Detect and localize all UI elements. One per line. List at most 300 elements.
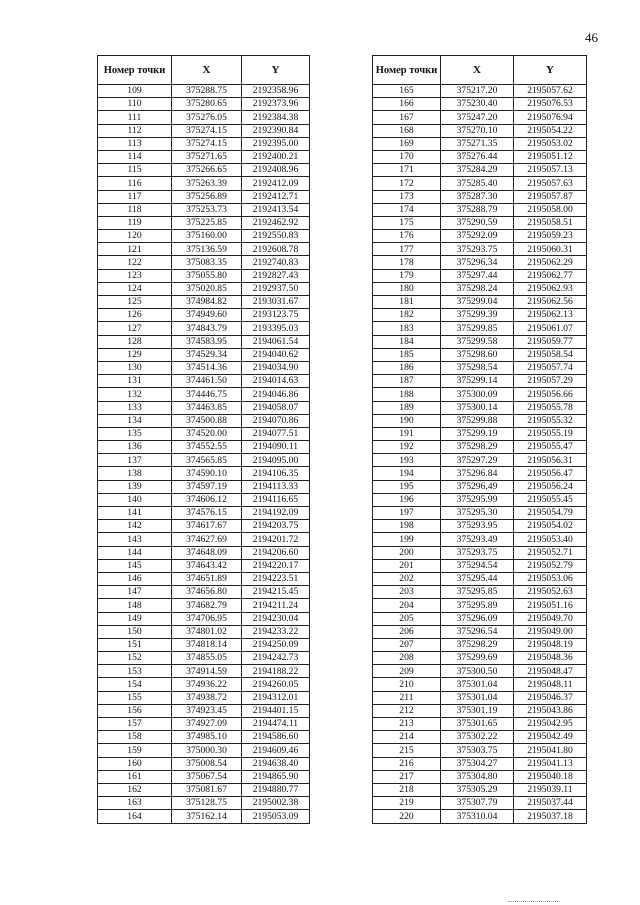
- cell-point-number: 175: [373, 216, 441, 229]
- cell-y: 2195056.24: [514, 480, 587, 493]
- cell-y: 2195053.06: [514, 572, 587, 585]
- cell-x: 375293.75: [441, 546, 514, 559]
- cell-y: 2194188.22: [242, 665, 310, 678]
- cell-point-number: 116: [98, 177, 172, 190]
- cell-y: 2194113.33: [242, 480, 310, 493]
- cell-point-number: 113: [98, 137, 172, 150]
- cell-point-number: 209: [373, 665, 441, 678]
- cell-point-number: 117: [98, 190, 172, 203]
- cell-x: 375300.09: [441, 388, 514, 401]
- table-row: [373, 586, 587, 599]
- cell-point-number: 188: [373, 388, 441, 401]
- table-row: [373, 427, 587, 440]
- table-row: [98, 269, 310, 282]
- table-row: [98, 375, 310, 388]
- cell-point-number: 219: [373, 797, 441, 810]
- cell-point-number: 186: [373, 361, 441, 374]
- table-row: [373, 770, 587, 783]
- table-row: [98, 414, 310, 427]
- cell-x: 374706.95: [172, 612, 242, 625]
- table-row: [373, 731, 587, 744]
- cell-x: 374617.67: [172, 520, 242, 533]
- cell-y: 2194077.51: [242, 427, 310, 440]
- cell-y: 2192550.83: [242, 230, 310, 243]
- cell-x: 375310.04: [441, 810, 514, 823]
- cell-x: 375285.40: [441, 177, 514, 190]
- cell-x: 374565.85: [172, 454, 242, 467]
- cell-x: 375295.44: [441, 572, 514, 585]
- cell-y: 2195052.71: [514, 546, 587, 559]
- table-body-left: [98, 85, 310, 824]
- cell-x: 375000.30: [172, 744, 242, 757]
- cell-x: 374606.12: [172, 493, 242, 506]
- table-row: [373, 665, 587, 678]
- cell-y: 2192395.00: [242, 137, 310, 150]
- cell-y: 2192937.50: [242, 282, 310, 295]
- cell-x: 375287.30: [441, 190, 514, 203]
- table-row: [373, 546, 587, 559]
- cell-x: 374949.60: [172, 309, 242, 322]
- table-row: [373, 797, 587, 810]
- cell-point-number: 133: [98, 401, 172, 414]
- header-point-number: Номер точки: [373, 56, 441, 85]
- table-row: [98, 744, 310, 757]
- cell-y: 2192390.84: [242, 124, 310, 137]
- cell-x: 375055.80: [172, 269, 242, 282]
- cell-y: 2194058.07: [242, 401, 310, 414]
- table-row: [373, 810, 587, 823]
- table-row: [98, 216, 310, 229]
- table-row: [98, 388, 310, 401]
- cell-x: 375271.35: [441, 137, 514, 150]
- cell-x: 375298.24: [441, 282, 514, 295]
- cell-point-number: 217: [373, 770, 441, 783]
- cell-x: 375162.14: [172, 810, 242, 823]
- table-row: [98, 731, 310, 744]
- cell-x: 375301.04: [441, 691, 514, 704]
- cell-x: 374936.22: [172, 678, 242, 691]
- cell-y: 2194586.60: [242, 731, 310, 744]
- cell-point-number: 185: [373, 348, 441, 361]
- table-row: [98, 190, 310, 203]
- cell-x: 375020.85: [172, 282, 242, 295]
- cell-point-number: 111: [98, 111, 172, 124]
- table-row: [373, 348, 587, 361]
- cell-point-number: 177: [373, 243, 441, 256]
- cell-y: 2194061.54: [242, 335, 310, 348]
- table-row: [373, 493, 587, 506]
- table-row: [98, 467, 310, 480]
- cell-y: 2195056.47: [514, 467, 587, 480]
- cell-point-number: 153: [98, 665, 172, 678]
- cell-y: 2192412.09: [242, 177, 310, 190]
- cell-point-number: 164: [98, 810, 172, 823]
- cell-x: 375298.54: [441, 361, 514, 374]
- cell-y: 2195057.87: [514, 190, 587, 203]
- cell-point-number: 139: [98, 480, 172, 493]
- cell-y: 2194242.73: [242, 652, 310, 665]
- cell-point-number: 156: [98, 704, 172, 717]
- cell-point-number: 140: [98, 493, 172, 506]
- cell-y: 2195052.63: [514, 586, 587, 599]
- cell-y: 2194401.15: [242, 704, 310, 717]
- table-row: [373, 243, 587, 256]
- cell-point-number: 170: [373, 150, 441, 163]
- cell-point-number: 179: [373, 269, 441, 282]
- table-row: [373, 164, 587, 177]
- cell-point-number: 204: [373, 599, 441, 612]
- table-row: [98, 98, 310, 111]
- cell-x: 375299.14: [441, 375, 514, 388]
- cell-x: 375297.29: [441, 454, 514, 467]
- cell-point-number: 181: [373, 296, 441, 309]
- cell-point-number: 138: [98, 467, 172, 480]
- table-row: [373, 85, 587, 98]
- cell-y: 2195054.02: [514, 520, 587, 533]
- table-row: [98, 572, 310, 585]
- cell-x: 375274.15: [172, 137, 242, 150]
- cell-point-number: 215: [373, 744, 441, 757]
- cell-point-number: 121: [98, 243, 172, 256]
- cell-x: 375067.54: [172, 770, 242, 783]
- table-row: [373, 718, 587, 731]
- page-number: 46: [585, 30, 598, 45]
- cell-x: 375225.85: [172, 216, 242, 229]
- cell-x: 375300.50: [441, 665, 514, 678]
- cell-y: 2192358.96: [242, 85, 310, 98]
- cell-point-number: 169: [373, 137, 441, 150]
- cell-point-number: 193: [373, 454, 441, 467]
- cell-point-number: 148: [98, 599, 172, 612]
- cell-y: 2195054.79: [514, 507, 587, 520]
- cell-point-number: 208: [373, 652, 441, 665]
- cell-y: 2195037.44: [514, 797, 587, 810]
- cell-y: 2194106.35: [242, 467, 310, 480]
- cell-y: 2194201.72: [242, 533, 310, 546]
- cell-point-number: 199: [373, 533, 441, 546]
- cell-y: 2195076.94: [514, 111, 587, 124]
- cell-y: 2195042.95: [514, 718, 587, 731]
- table-row: [98, 770, 310, 783]
- table-row: [373, 335, 587, 348]
- cell-y: 2195060.31: [514, 243, 587, 256]
- cell-y: 2194070.86: [242, 414, 310, 427]
- table-row: [373, 98, 587, 111]
- table-row: [98, 137, 310, 150]
- cell-point-number: 187: [373, 375, 441, 388]
- cell-y: 2195055.32: [514, 414, 587, 427]
- cell-y: 2195059.77: [514, 335, 587, 348]
- table-row: [373, 230, 587, 243]
- cell-point-number: 110: [98, 98, 172, 111]
- table-row: [98, 164, 310, 177]
- cell-x: 375298.29: [441, 441, 514, 454]
- cell-point-number: 173: [373, 190, 441, 203]
- table-row: [373, 216, 587, 229]
- cell-x: 375307.79: [441, 797, 514, 810]
- table-row: [373, 190, 587, 203]
- header-x: X: [441, 56, 514, 85]
- cell-y: 2192408.96: [242, 164, 310, 177]
- cell-point-number: 146: [98, 572, 172, 585]
- cell-y: 2195062.29: [514, 256, 587, 269]
- cell-point-number: 182: [373, 309, 441, 322]
- table-row: [98, 559, 310, 572]
- cell-point-number: 142: [98, 520, 172, 533]
- cell-y: 2194192.09: [242, 507, 310, 520]
- cell-y: 2195057.29: [514, 375, 587, 388]
- cell-point-number: 163: [98, 797, 172, 810]
- cell-y: 2195057.62: [514, 85, 587, 98]
- table-row: [373, 454, 587, 467]
- cell-x: 374923.45: [172, 704, 242, 717]
- table-row: [373, 757, 587, 770]
- table-row: [373, 572, 587, 585]
- cell-x: 374552.55: [172, 441, 242, 454]
- cell-point-number: 214: [373, 731, 441, 744]
- cell-y: 2194223.51: [242, 572, 310, 585]
- cell-y: 2195061.07: [514, 322, 587, 335]
- table-row: [98, 480, 310, 493]
- cell-y: 2192827.43: [242, 269, 310, 282]
- header-y: Y: [514, 56, 587, 85]
- cell-y: 2195048.19: [514, 638, 587, 651]
- cell-x: 374576.15: [172, 507, 242, 520]
- table-row: [98, 243, 310, 256]
- table-row: [98, 810, 310, 823]
- table-row: [373, 480, 587, 493]
- cell-point-number: 137: [98, 454, 172, 467]
- cell-y: 2195043.86: [514, 704, 587, 717]
- cell-point-number: 184: [373, 335, 441, 348]
- cell-x: 375230.40: [441, 98, 514, 111]
- cell-x: 374461.50: [172, 375, 242, 388]
- cell-point-number: 144: [98, 546, 172, 559]
- cell-y: 2195055.78: [514, 401, 587, 414]
- cell-point-number: 120: [98, 230, 172, 243]
- cell-x: 375274.15: [172, 124, 242, 137]
- cell-x: 375293.49: [441, 533, 514, 546]
- cell-x: 374529.34: [172, 348, 242, 361]
- cell-x: 375299.58: [441, 335, 514, 348]
- cell-y: 2195059.23: [514, 230, 587, 243]
- table-row: [373, 441, 587, 454]
- cell-x: 375296.54: [441, 625, 514, 638]
- table-row: [373, 638, 587, 651]
- cell-x: 375299.19: [441, 427, 514, 440]
- table-row: [98, 230, 310, 243]
- cell-y: 2194880.77: [242, 783, 310, 796]
- cell-point-number: 152: [98, 652, 172, 665]
- cell-x: 375280.65: [172, 98, 242, 111]
- cell-point-number: 114: [98, 150, 172, 163]
- cell-point-number: 123: [98, 269, 172, 282]
- cell-point-number: 118: [98, 203, 172, 216]
- cell-y: 2194865.90: [242, 770, 310, 783]
- cell-point-number: 159: [98, 744, 172, 757]
- cell-x: 374590.10: [172, 467, 242, 480]
- cell-x: 374801.02: [172, 625, 242, 638]
- cell-point-number: 143: [98, 533, 172, 546]
- table-row: [98, 309, 310, 322]
- cell-y: 2192373.96: [242, 98, 310, 111]
- cell-y: 2195037.18: [514, 810, 587, 823]
- table-row: [98, 282, 310, 295]
- cell-point-number: 112: [98, 124, 172, 137]
- cell-x: 374855.05: [172, 652, 242, 665]
- cell-point-number: 158: [98, 731, 172, 744]
- cell-y: 2194095.00: [242, 454, 310, 467]
- cell-point-number: 216: [373, 757, 441, 770]
- cell-x: 375301.65: [441, 718, 514, 731]
- header-point-number: Номер точки: [98, 56, 172, 85]
- cell-x: 375293.75: [441, 243, 514, 256]
- cell-point-number: 211: [373, 691, 441, 704]
- table-row: [98, 454, 310, 467]
- table-row: [373, 124, 587, 137]
- cell-point-number: 154: [98, 678, 172, 691]
- cell-y: 2194220.17: [242, 559, 310, 572]
- table-row: [98, 652, 310, 665]
- cell-x: 375299.39: [441, 309, 514, 322]
- cell-x: 375008.54: [172, 757, 242, 770]
- header-y: Y: [242, 56, 310, 85]
- table-row: [373, 599, 587, 612]
- cell-y: 2193123.75: [242, 309, 310, 322]
- cell-point-number: 157: [98, 718, 172, 731]
- table-row: [373, 533, 587, 546]
- cell-x: 374651.89: [172, 572, 242, 585]
- cell-point-number: 109: [98, 85, 172, 98]
- cell-y: 2195056.31: [514, 454, 587, 467]
- cell-point-number: 126: [98, 309, 172, 322]
- cell-point-number: 141: [98, 507, 172, 520]
- cell-y: 2194211.24: [242, 599, 310, 612]
- cell-x: 375294.54: [441, 559, 514, 572]
- cell-y: 2194230.04: [242, 612, 310, 625]
- table-row: [98, 638, 310, 651]
- cell-y: 2192413.54: [242, 203, 310, 216]
- cell-point-number: 220: [373, 810, 441, 823]
- cell-point-number: 149: [98, 612, 172, 625]
- cell-x: 375295.85: [441, 586, 514, 599]
- table-row: [98, 704, 310, 717]
- cell-x: 375263.39: [172, 177, 242, 190]
- cell-y: 2195051.16: [514, 599, 587, 612]
- table-row: [373, 467, 587, 480]
- table-header-row: [373, 56, 587, 85]
- table-row: [373, 203, 587, 216]
- cell-point-number: 194: [373, 467, 441, 480]
- table-row: [373, 559, 587, 572]
- table-row: [373, 652, 587, 665]
- cell-y: 2195048.36: [514, 652, 587, 665]
- table-header-row: [98, 56, 310, 85]
- cell-point-number: 125: [98, 296, 172, 309]
- table-row: [98, 361, 310, 374]
- table-row: [373, 309, 587, 322]
- cell-x: 375296.49: [441, 480, 514, 493]
- cell-x: 375302.22: [441, 731, 514, 744]
- table-row: [373, 625, 587, 638]
- cell-point-number: 218: [373, 783, 441, 796]
- table-row: [98, 520, 310, 533]
- table-row: [373, 256, 587, 269]
- cell-y: 2192462.92: [242, 216, 310, 229]
- cell-point-number: 195: [373, 480, 441, 493]
- cell-x: 375299.85: [441, 322, 514, 335]
- cell-x: 374520.00: [172, 427, 242, 440]
- table-row: [98, 296, 310, 309]
- cell-y: 2195054.22: [514, 124, 587, 137]
- cell-y: 2194116.65: [242, 493, 310, 506]
- cell-y: 2195040.18: [514, 770, 587, 783]
- cell-y: 2195049.70: [514, 612, 587, 625]
- cell-x: 375270.10: [441, 124, 514, 137]
- cell-y: 2194014.63: [242, 375, 310, 388]
- cell-y: 2195058.54: [514, 348, 587, 361]
- cell-point-number: 129: [98, 348, 172, 361]
- cell-point-number: 167: [373, 111, 441, 124]
- cell-x: 375295.89: [441, 599, 514, 612]
- table-row: [98, 348, 310, 361]
- cell-x: 375256.89: [172, 190, 242, 203]
- table-row: [98, 493, 310, 506]
- cell-y: 2193031.67: [242, 296, 310, 309]
- cell-y: 2195057.63: [514, 177, 587, 190]
- cell-y: 2195058.51: [514, 216, 587, 229]
- cell-point-number: 198: [373, 520, 441, 533]
- table-row: [98, 111, 310, 124]
- cell-x: 375083.35: [172, 256, 242, 269]
- cell-x: 375284.29: [441, 164, 514, 177]
- cell-y: 2195046.37: [514, 691, 587, 704]
- cell-x: 374914.59: [172, 665, 242, 678]
- table-row: [98, 256, 310, 269]
- cell-x: 374818.14: [172, 638, 242, 651]
- table-row: [98, 85, 310, 98]
- cell-point-number: 183: [373, 322, 441, 335]
- cell-point-number: 203: [373, 586, 441, 599]
- cell-point-number: 178: [373, 256, 441, 269]
- cell-point-number: 206: [373, 625, 441, 638]
- cell-x: 375296.84: [441, 467, 514, 480]
- cell-x: 375303.75: [441, 744, 514, 757]
- cell-point-number: 150: [98, 625, 172, 638]
- table-row: [373, 507, 587, 520]
- table-row: [373, 744, 587, 757]
- cell-y: 2195055.47: [514, 441, 587, 454]
- table-row: [98, 203, 310, 216]
- cell-point-number: 200: [373, 546, 441, 559]
- cell-x: 374643.42: [172, 559, 242, 572]
- table-row: [373, 269, 587, 282]
- cell-y: 2192400.21: [242, 150, 310, 163]
- cell-y: 2195052.79: [514, 559, 587, 572]
- table-row: [98, 625, 310, 638]
- header-x: X: [172, 56, 242, 85]
- cell-point-number: 196: [373, 493, 441, 506]
- cell-x: 374627.69: [172, 533, 242, 546]
- table-row: [98, 335, 310, 348]
- table-row: [98, 150, 310, 163]
- cell-x: 375128.75: [172, 797, 242, 810]
- cell-x: 375305.29: [441, 783, 514, 796]
- table-row: [98, 177, 310, 190]
- table-row: [373, 783, 587, 796]
- table-row: [98, 757, 310, 770]
- cell-x: 375266.65: [172, 164, 242, 177]
